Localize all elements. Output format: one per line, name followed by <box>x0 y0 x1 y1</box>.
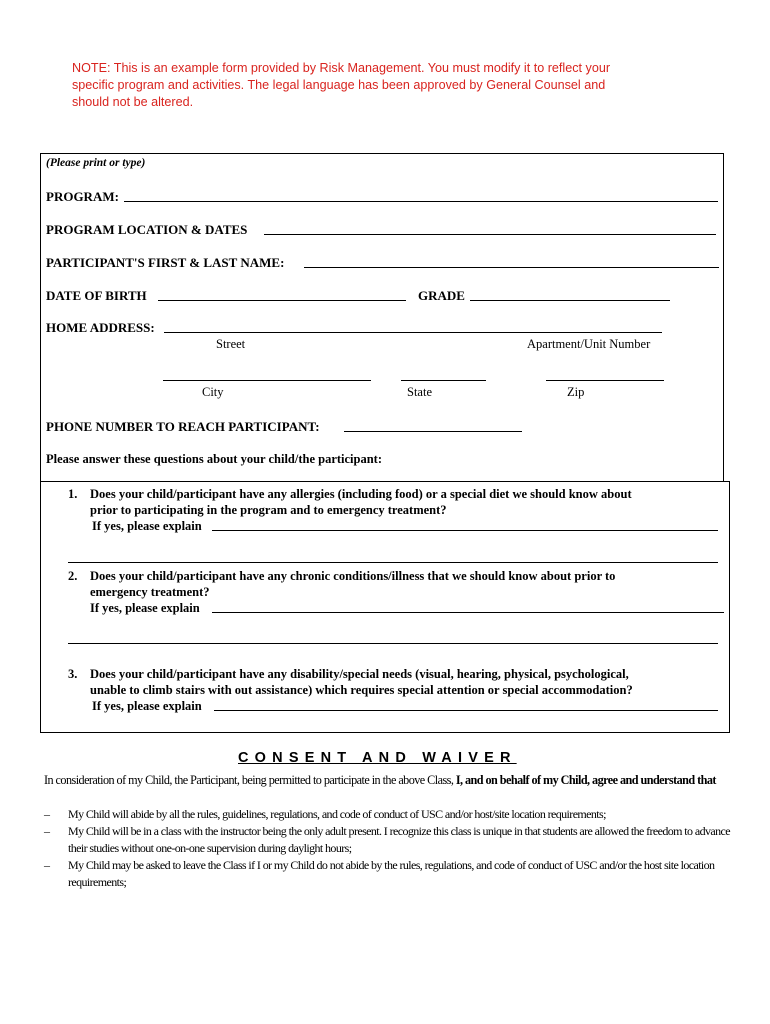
question-1-explain-line-2[interactable] <box>68 562 718 563</box>
waiver-intro-bold: I, and on behalf of my Child, agree and understand that <box>455 773 716 787</box>
print-instruction: (Please print or type) <box>46 157 146 169</box>
note-line-3: should not be altered. <box>72 95 194 109</box>
question-1-text: Does your child/participant have any allergies (including food) or a special diet we should know about <box>90 487 632 501</box>
waiver-intro-text: In consideration of my Child, the Participant, being permitted to participate in the above Class, <box>44 773 456 787</box>
zip-field[interactable] <box>546 380 664 381</box>
question-1-text-2: prior to participating in the program and to emergency treatment? <box>90 503 447 517</box>
state-caption: State <box>407 385 432 399</box>
zip-caption: Zip <box>567 385 585 399</box>
consent-waiver-title: CONSENT AND WAIVER <box>238 750 517 766</box>
bullet-dash: – <box>44 858 50 872</box>
grade-label: GRADE <box>418 288 465 303</box>
program-label: PROGRAM: <box>46 189 119 204</box>
waiver-bullet-1-text: My Child will abide by all the rules, guidelines, regulations, and code of conduct of USC and/or host/site location requirements; <box>68 807 606 821</box>
question-2-number: 2. <box>68 569 78 583</box>
question-3-explain-label: If yes, please explain <box>92 699 202 713</box>
date-of-birth-field[interactable] <box>158 300 406 301</box>
note-line-2: specific program and activities. The legal language has been approved by General Counsel and <box>72 78 606 92</box>
participant-name-label: PARTICIPANT'S FIRST & LAST NAME: <box>46 255 285 270</box>
street-field[interactable] <box>164 332 662 333</box>
state-field[interactable] <box>401 380 486 381</box>
city-field[interactable] <box>163 380 371 381</box>
risk-management-note <box>72 60 702 111</box>
question-3-text: Does your child/participant have any disability/special needs (visual, hearing, physical, psychological, <box>90 667 629 681</box>
questions-intro: Please answer these questions about your child/the participant: <box>46 452 383 466</box>
question-1-explain-field[interactable] <box>212 530 718 531</box>
waiver-bullet-2-text: My Child will be in a class with the instructor being the only adult present. I recognize this class is unique in that students are allowed the freedom to advance their studies without one-on-one supervision during daylight hours; <box>68 824 730 855</box>
question-2-explain-line-2[interactable] <box>68 643 718 644</box>
note-line-1: NOTE: This is an example form provided by Risk Management. You must modify it to reflect your <box>72 61 611 75</box>
phone-field[interactable] <box>344 431 522 432</box>
bullet-dash: – <box>44 824 50 838</box>
question-2-explain-field[interactable] <box>212 612 724 613</box>
bullet-dash: – <box>44 807 50 821</box>
grade-field[interactable] <box>470 300 670 301</box>
question-2-text-2: emergency treatment? <box>90 585 210 599</box>
apartment-caption: Apartment/Unit Number <box>527 337 651 351</box>
date-of-birth-label: DATE OF BIRTH <box>46 288 147 303</box>
question-3-text-2: unable to climb stairs with out assistance) which requires special attention or special accommodation? <box>90 683 633 697</box>
city-caption: City <box>202 385 224 399</box>
program-location-field[interactable] <box>264 234 716 235</box>
street-caption: Street <box>216 337 246 351</box>
program-location-label: PROGRAM LOCATION & DATES <box>46 222 248 237</box>
waiver-bullet-3-text: My Child may be asked to leave the Class if I or my Child do not abide by the rules, regulations, and code of conduct of USC and/or the host site location requirements; <box>68 858 715 889</box>
waiver-intro <box>44 772 734 789</box>
program-field[interactable] <box>124 201 718 202</box>
question-3-number: 3. <box>68 667 78 681</box>
question-3-explain-field[interactable] <box>214 710 718 711</box>
question-2-text: Does your child/participant have any chronic conditions/illness that we should know about prior to <box>90 569 616 583</box>
question-1-explain-label: If yes, please explain <box>92 519 202 533</box>
home-address-label: HOME ADDRESS: <box>46 320 155 335</box>
question-2-explain-label: If yes, please explain <box>90 601 200 615</box>
phone-label: PHONE NUMBER TO REACH PARTICIPANT: <box>46 419 320 434</box>
participant-name-field[interactable] <box>304 267 719 268</box>
question-1-number: 1. <box>68 487 78 501</box>
